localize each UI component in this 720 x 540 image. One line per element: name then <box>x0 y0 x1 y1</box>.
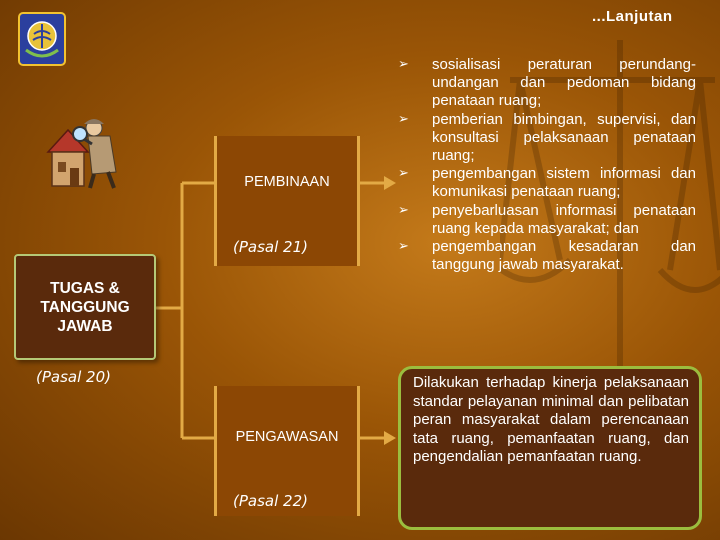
list-item: ➢ sosialisasi peraturan perundang-undangan dan pedoman bidang penataan ruang; <box>398 56 696 111</box>
pembinaan-label: PEMBINAAN <box>244 174 330 190</box>
slide-title: ...Lanjutan <box>592 8 673 25</box>
pengawasan-description-box <box>398 366 702 530</box>
list-item: ➢ pengembangan kesadaran dan tanggung jawab masyarakat. <box>398 238 696 274</box>
box-line: JAWAB <box>57 317 113 335</box>
list-item: ➢ pengembangan sistem informasi dan komunikasi penataan ruang; <box>398 165 696 201</box>
pasal-22-reference: (Pasal 22) <box>233 492 308 510</box>
pasal-20-reference: (Pasal 20) <box>36 368 111 386</box>
tugas-tanggung-jawab-box <box>14 254 156 360</box>
list-item: ➢ pemberian bimbingan, supervisi, dan konsultasi pelaksanaan penataan ruang; <box>398 111 696 166</box>
pembinaan-items-list <box>398 56 696 274</box>
list-item: ➢ penyebarluasan informasi penataan ruang kepada masyarakat; dan <box>398 202 696 238</box>
box-line: TUGAS & <box>50 279 120 297</box>
pasal-21-reference: (Pasal 21) <box>233 238 308 256</box>
box-line: TANGGUNG <box>40 298 130 316</box>
pengawasan-description: Dilakukan terhadap kinerja pelaksanaan standar pelayanan minimal dan pelibatan peran masyarakat dalam perencanaan tata ruang, pemanfaatan ruang, dan pengendalian pemanfaatan ruang. <box>413 374 689 465</box>
pengawasan-label: PENGAWASAN <box>235 429 339 445</box>
